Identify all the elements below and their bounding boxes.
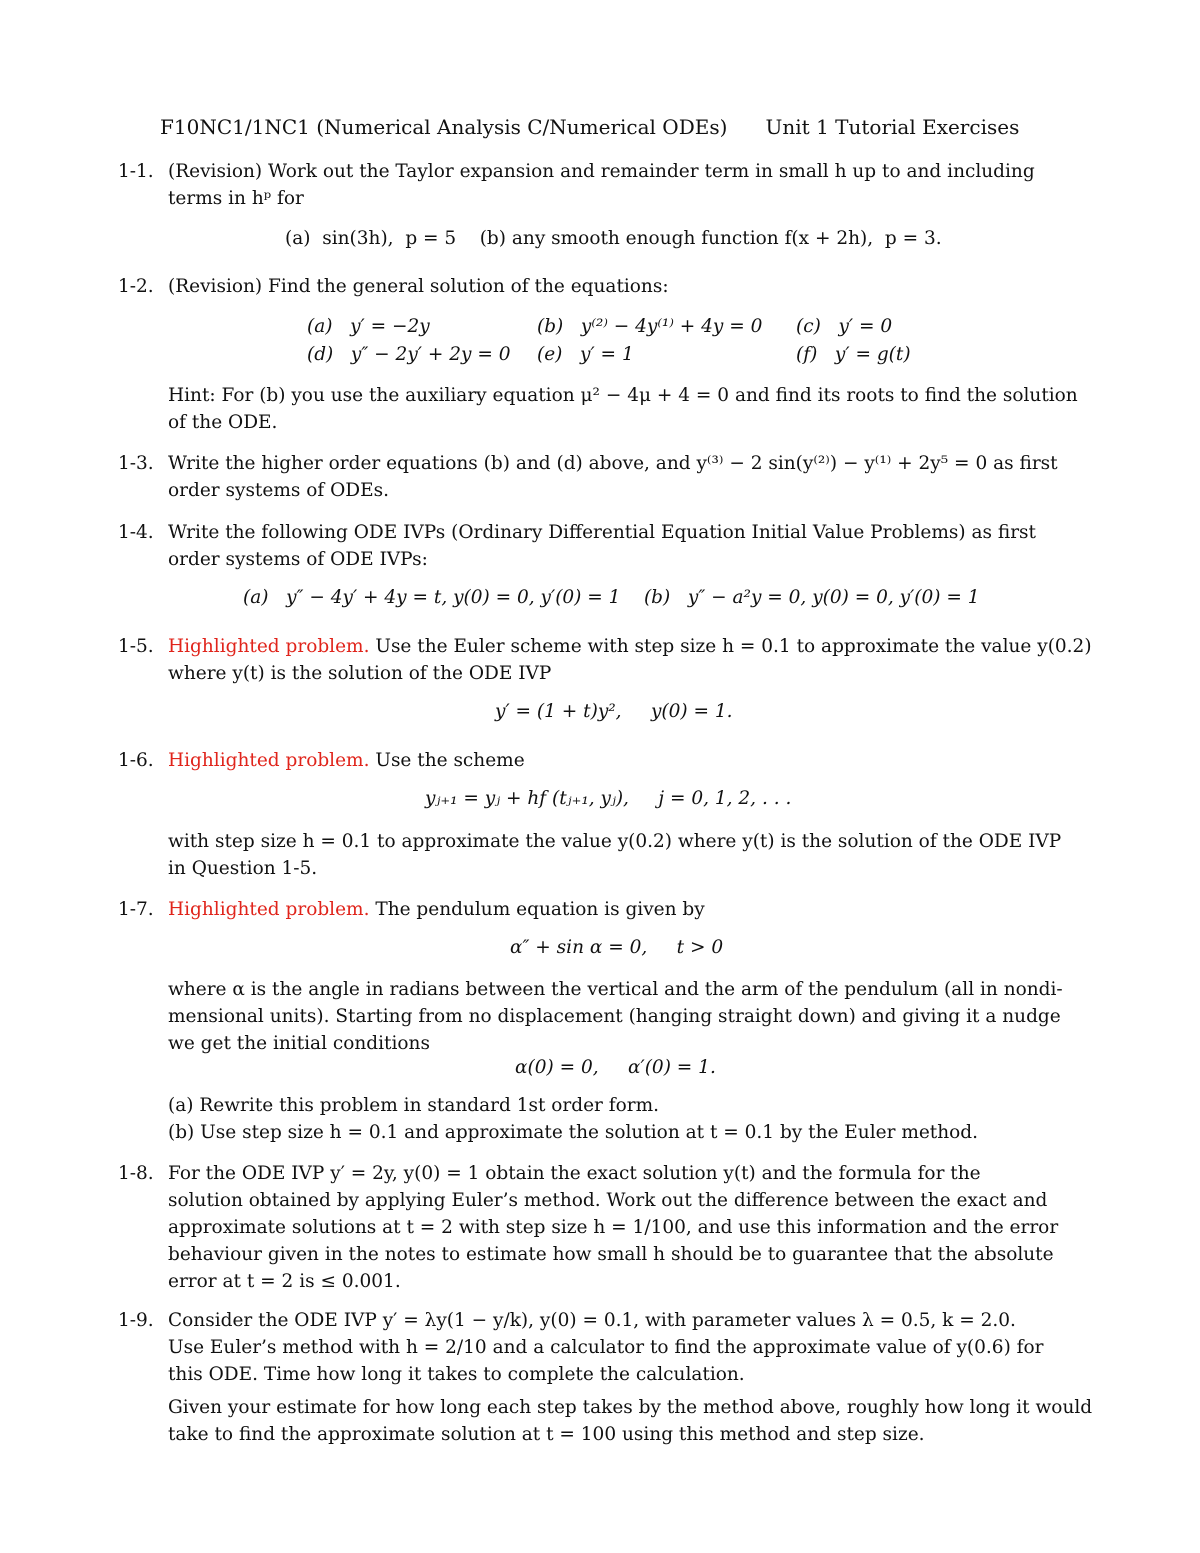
problem-1-7 (118, 896, 1068, 923)
problem-text-line: take to find the approximate solution at t = 100 using this method and step size. (168, 1424, 925, 1445)
problem-number: 1-8. (118, 1163, 154, 1184)
problem-text-line: mensional units). Starting from no displacement (hanging straight down) and giving it a nudge (168, 1006, 1061, 1027)
problem-text-line: behaviour given in the notes to estimate how small h should be to guarantee that the absolute (168, 1244, 1054, 1265)
problem-number: 1-4. (118, 522, 154, 543)
problem-text-line: where α is the angle in radians between the vertical and the arm of the pendulum (all in nondi- (168, 979, 1063, 1000)
problem-text-line: Write the higher order equations (b) and (d) above, and y⁽³⁾ − 2 sin(y⁽²⁾) − y⁽¹⁾ + 2y⁵ = 0 as first (168, 453, 1058, 474)
problem-1-1 (118, 158, 1068, 212)
problem-1-4 (118, 519, 1068, 573)
display-equation: (a) y″ − 4y′ + 4y = t, y(0) = 0, y′(0) = 1 (b) y″ − a²y = 0, y(0) = 0, y′(0) = 1 (243, 587, 980, 608)
problem-number: 1-9. (118, 1310, 154, 1331)
problem-text-line: approximate solutions at t = 2 with step size h = 1/100, and use this information and the error (168, 1217, 1059, 1238)
equation-d: (d) y″ − 2y′ + 2y = 0 (307, 344, 511, 365)
problem-1-8 (118, 1160, 1068, 1295)
problem-number: 1-3. (118, 453, 154, 474)
hint-line: Hint: For (b) you use the auxiliary equation μ² − 4μ + 4 = 0 and find its roots to find the solution (168, 385, 1078, 406)
problem-text-line: For the ODE IVP y′ = 2y, y(0) = 1 obtain the exact solution y(t) and the formula for the (168, 1163, 981, 1184)
problem-text-line: error at t = 2 is ≤ 0.001. (168, 1271, 401, 1292)
problem-text-line: with step size h = 0.1 to approximate the value y(0.2) where y(t) is the solution of the ODE IVP (168, 831, 1062, 852)
problem-text-line: (Revision) Work out the Taylor expansion and remainder term in small h up to and including (168, 161, 1035, 182)
problem-text-line: Use the Euler scheme with step size h = 0.1 to approximate the value y(0.2) (369, 636, 1092, 657)
problem-1-5 (118, 633, 1092, 687)
problem-text-line: The pendulum equation is given by (369, 899, 705, 920)
highlight-label: Highlighted problem. (168, 636, 370, 657)
problem-text-line: Write the following ODE IVPs (Ordinary Differential Equation Initial Value Problems) as first (168, 522, 1036, 543)
problem-number: 1-7. (118, 899, 154, 920)
problem-number: 1-2. (118, 276, 154, 297)
display-equation: y′ = (1 + t)y², y(0) = 1. (495, 701, 733, 722)
problem-text-line: Consider the ODE IVP y′ = λy(1 − y/k), y(0) = 0.1, with parameter values λ = 0.5, k = 2.0. (168, 1310, 1016, 1331)
problem-text-line: this ODE. Time how long it takes to complete the calculation. (168, 1364, 745, 1385)
highlight-label: Highlighted problem. (168, 899, 370, 920)
problem-text-line: solution obtained by applying Euler’s method. Work out the difference between the exact and (168, 1190, 1048, 1211)
equation-grid (0, 313, 1200, 373)
problem-1-7-continued (118, 976, 1068, 1057)
problem-1-6-continued (118, 828, 1068, 882)
problem-1-7-parts (118, 1092, 1068, 1146)
display-equation: yⱼ₊₁ = yⱼ + hf (tⱼ₊₁, yⱼ), j = 0, 1, 2, . . . (425, 788, 792, 809)
highlight-label: Highlighted problem. (168, 750, 370, 771)
problem-part: (a) Rewrite this problem in standard 1st order form. (168, 1095, 660, 1116)
problem-text-line: where y(t) is the solution of the ODE IVP (168, 663, 552, 684)
problem-text-line: we get the initial conditions (168, 1033, 430, 1054)
display-equation: (a) sin(3h), p = 5 (b) any smooth enough function f(x + 2h), p = 3. (285, 228, 942, 249)
problem-1-6 (118, 747, 1068, 774)
problem-text-line: Given your estimate for how long each step takes by the method above, roughly how long it would (168, 1397, 1093, 1418)
problem-text-line: Use the scheme (369, 750, 525, 771)
problem-1-9 (118, 1307, 1068, 1388)
problem-1-2 (118, 273, 1068, 300)
equation-b: (b) y⁽²⁾ − 4y⁽¹⁾ + 4y = 0 (537, 316, 763, 337)
problem-number: 1-5. (118, 636, 154, 657)
problem-text-line: order systems of ODEs. (168, 480, 389, 501)
equation-f: (f) y′ = g(t) (796, 344, 911, 365)
problem-number: 1-6. (118, 750, 154, 771)
problem-1-9-continued (118, 1394, 1093, 1448)
problem-text-line: terms in hᵖ for (168, 188, 304, 209)
equation-a: (a) y′ = −2y (307, 316, 430, 337)
problem-number: 1-1. (118, 161, 154, 182)
hint-line: of the ODE. (168, 412, 278, 433)
equation-e: (e) y′ = 1 (537, 344, 634, 365)
problem-part: (b) Use step size h = 0.1 and approximate the solution at t = 0.1 by the Euler method. (168, 1122, 979, 1143)
problem-text-line: order systems of ODE IVPs: (168, 549, 428, 570)
display-equation: α″ + sin α = 0, t > 0 (510, 937, 724, 958)
hint-block (118, 382, 1078, 436)
display-equation: α(0) = 0, α′(0) = 1. (515, 1057, 716, 1078)
problem-text-line: in Question 1-5. (168, 858, 318, 879)
problem-text-line: (Revision) Find the general solution of the equations: (168, 276, 669, 297)
problem-text-line: Use Euler’s method with h = 2/10 and a calculator to find the approximate value of y(0.6) for (168, 1337, 1044, 1358)
problem-1-3 (118, 450, 1068, 504)
equation-c: (c) y′ = 0 (796, 316, 893, 337)
page-title: F10NC1/1NC1 (Numerical Analysis C/Numerical ODEs) Unit 1 Tutorial Exercises (160, 115, 1020, 139)
